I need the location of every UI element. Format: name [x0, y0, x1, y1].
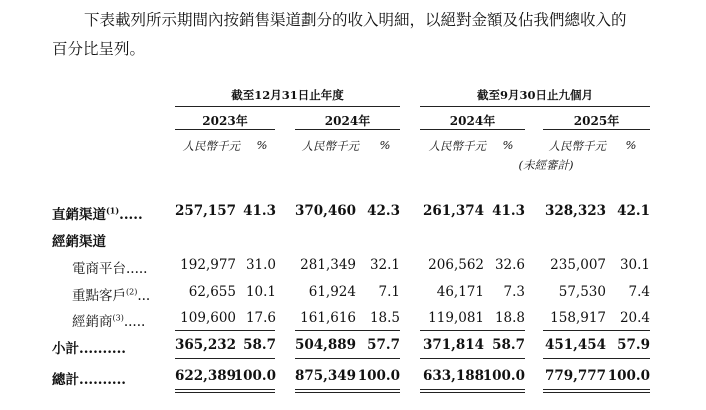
cell-2024-amount: 370,460 — [294, 203, 356, 219]
total-double-rule — [295, 389, 400, 393]
cell-2023-pct: 100.0 — [233, 368, 276, 384]
cell-2023-pct: 41.3 — [243, 203, 276, 219]
header-group-nine-months: 截至9月30日止九個月 — [476, 88, 593, 102]
cell-9m2025-pct: 7.4 — [628, 284, 650, 300]
cell-9m2025-amount: 158,917 — [550, 310, 606, 326]
cell-9m2024-pct: 100.0 — [482, 368, 525, 384]
cell-2024-amount: 875,349 — [294, 368, 356, 384]
cell-2024-pct: 57.7 — [367, 337, 400, 353]
unit-header: 人民幣千元 — [428, 139, 486, 153]
row-label-subtotal: 小計.......... — [52, 341, 126, 357]
cell-9m2025-pct: 100.0 — [607, 368, 650, 384]
cell-9m2025-amount: 451,454 — [544, 337, 606, 353]
unit-header: 人民幣千元 — [301, 139, 359, 153]
header-rule — [420, 106, 650, 107]
row-label-distribution: 經銷渠道 — [52, 234, 106, 250]
total-double-rule — [543, 389, 650, 393]
header-group-fiscal-year: 截至12月31日止年度 — [231, 88, 344, 102]
cell-9m2025-pct: 57.9 — [617, 337, 650, 353]
row-label-ecommerce: 電商平台..... — [72, 261, 148, 277]
intro-line-2: 百分比呈列。 — [52, 40, 146, 58]
row-label-key-accounts: 重點客戶$^{(2)}$... — [72, 287, 151, 304]
cell-9m2024-pct: 58.7 — [492, 337, 525, 353]
cell-9m2025-amount: 779,777 — [544, 368, 606, 384]
cell-2024-amount: 61,924 — [308, 284, 356, 300]
cell-2023-pct: 17.6 — [245, 310, 276, 326]
cell-9m2024-amount: 46,171 — [436, 284, 484, 300]
year-header: 2025年 — [573, 114, 620, 128]
cell-2023-pct: 31.0 — [245, 257, 276, 273]
cell-2023-amount: 62,655 — [188, 284, 236, 300]
year-rule — [543, 129, 650, 130]
cell-9m2024-pct: 41.3 — [492, 203, 525, 219]
cell-2024-pct: 42.3 — [367, 203, 400, 219]
total-rule — [420, 358, 525, 359]
cell-9m2025-pct: 20.4 — [619, 310, 650, 326]
cell-9m2024-amount: 371,814 — [422, 337, 484, 353]
unit-header: 人民幣千元 — [182, 139, 240, 153]
cell-2023-amount: 365,232 — [174, 337, 236, 353]
cell-2024-pct: 32.1 — [369, 257, 400, 273]
cell-9m2025-pct: 42.1 — [617, 203, 650, 219]
cell-9m2024-pct: 18.8 — [494, 310, 525, 326]
cell-2024-amount: 161,616 — [300, 310, 356, 326]
cell-2024-pct: 100.0 — [357, 368, 400, 384]
cell-9m2025-amount: 328,323 — [544, 203, 606, 219]
cell-2024-pct: 7.1 — [378, 284, 400, 300]
cell-9m2024-amount: 119,081 — [428, 310, 484, 326]
row-label-distributors: 經銷商$^{(3)}$..... — [72, 313, 146, 330]
cell-2023-amount: 257,157 — [174, 203, 236, 219]
subtotal-rule — [175, 330, 275, 331]
cell-2024-amount: 504,889 — [294, 337, 356, 353]
cell-9m2024-amount: 261,374 — [422, 203, 484, 219]
cell-2024-amount: 281,349 — [300, 257, 356, 273]
cell-2024-pct: 18.5 — [369, 310, 400, 326]
percent-header: % — [502, 138, 514, 152]
subtotal-rule — [420, 330, 525, 331]
year-rule — [295, 129, 400, 130]
row-label-direct-sales: 直銷渠道$^{(1)}$..... — [52, 205, 143, 223]
total-rule — [295, 358, 400, 359]
cell-9m2025-pct: 30.1 — [619, 257, 650, 273]
cell-9m2024-amount: 633,188 — [422, 368, 484, 384]
cell-2023-amount: 109,600 — [180, 310, 236, 326]
year-header: 2024年 — [324, 114, 371, 128]
unit-header: 人民幣千元 — [548, 139, 606, 153]
unaudited-note: (未經審計) — [518, 158, 574, 172]
intro-line-1: 下表載列所示期間內按銷售渠道劃分的收入明細，以絕對金額及佔我們總收入的 — [84, 11, 627, 29]
total-double-rule — [175, 389, 275, 393]
intro-paragraph — [52, 6, 692, 64]
cell-9m2025-amount: 57,530 — [558, 284, 606, 300]
cell-9m2024-pct: 7.3 — [503, 284, 525, 300]
cell-9m2025-amount: 235,007 — [550, 257, 606, 273]
subtotal-rule — [295, 330, 400, 331]
cell-9m2024-amount: 206,562 — [428, 257, 484, 273]
total-rule — [175, 358, 275, 359]
cell-2023-amount: 192,977 — [180, 257, 236, 273]
percent-header: % — [379, 138, 391, 152]
total-rule — [543, 358, 650, 359]
cell-2023-pct: 10.1 — [245, 284, 276, 300]
year-header: 2024年 — [449, 114, 496, 128]
percent-header: % — [256, 138, 268, 152]
percent-header: % — [625, 138, 637, 152]
year-rule — [420, 129, 525, 130]
total-double-rule — [420, 389, 525, 393]
cell-9m2024-pct: 32.6 — [494, 257, 525, 273]
header-rule — [175, 106, 400, 107]
subtotal-rule — [543, 330, 650, 331]
year-header: 2023年 — [202, 114, 248, 128]
year-rule — [175, 129, 275, 130]
row-label-total: 總計.......... — [52, 372, 126, 388]
cell-2023-amount: 622,389 — [174, 368, 236, 384]
cell-2023-pct: 58.7 — [243, 337, 276, 353]
